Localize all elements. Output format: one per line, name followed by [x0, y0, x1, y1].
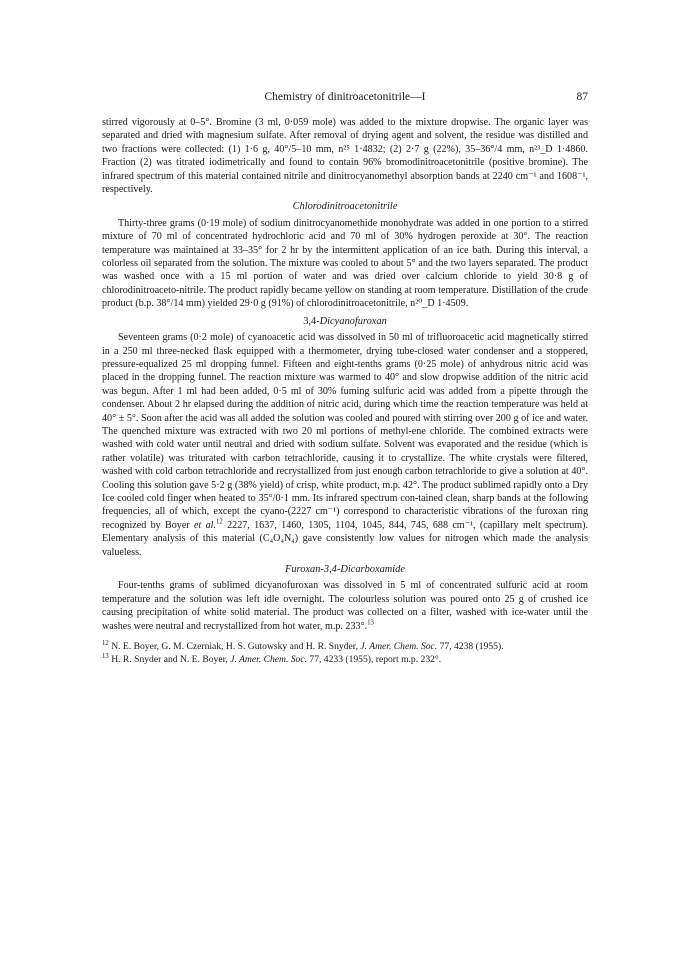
paragraph-text: Four-tenths grams of sublimed dicyanofuroxan was dissolved in 5 ml of concentrated sulfuric acid at room temperature and the solution was left idle overnight. The colourless solution was poured onto 25 g of crushed ice causing precipitation of white solid material. The product was collected on a filter, washed with ice-water until the washes were neutral and recrystallized from hot water, m.p. 233°.: [102, 580, 588, 632]
footnote-journal: J. Amer. Chem. Soc.: [230, 653, 308, 665]
paragraph-text-b: 2227, 1637, 1460, 1305, 1104, 1045, 844, 745, 688 cm⁻¹, (capillary melt spectrum). Elementary analysis of this material (C₄O₄N₄) gave consistently low values for nitrogen which made the analysis valueless.: [102, 519, 588, 558]
paragraph-dicyanofuroxan: [102, 331, 588, 559]
heading-text: Dicyanofuroxan: [319, 315, 387, 327]
reference-12: 12: [215, 518, 223, 526]
running-head: [102, 91, 588, 107]
footnote-citation: 77, 4233 (1955), report m.p. 232°.: [307, 653, 442, 665]
footnote-12: [102, 641, 588, 654]
et-al: et al.: [194, 519, 216, 531]
paragraph-text-a: Seventeen grams (0·2 mole) of cyanoacetic acid was dissolved in 50 ml of trifluoroacetic acid magnetically stirred in a 250 ml three-necked flask equipped with a thermometer, drying tube-closed water condenser and a stoppered, pressure-equalized 25 ml dropping funnel. Fifteen and eight-tenths grams (0·25 mole) of anhydrous nitric acid was placed in the dropping funnel. The reaction mixture was warmed to 40° and slow dropwise addition of the nitric acid was begun. After 1 ml had been added, 0·5 ml of 30% fuming sulfuric acid was added from a pipette through the condenser. About 2 hr elapsed during the addition of nitric acid, during which time the reaction temperature was held at 40° ± 5°. Soon after the acid was all added the solution was cooled and poured with stirring over 200 g of ice and water. The quenched mixture was extracted with two 20 ml portions of methyl-ene chloride. The combined extracts were washed with cold water until neutral and dried with sodium sulfate. Solvent was evaporated and the residue (which is rather volatile) was triturated with carbon tetrachloride, causing it to crystallize. The white crystals were filtered, washed with cold carbon tetrachloride and recrystallized from just enough carbon tetrachloride to give a solution at 40°. Cooling this solution gave 5·2 g (38% yield) of crisp, white product, m.p. 42°. The product sublimed rapidly onto a Dry Ice cooled cold finger when heated to 35°/0·1 mm. Its infrared spectrum con-tained clean, sharp bands at the following frequencies, all of which, except the cyano-(2227 cm⁻¹) correspond to characteristic vibrations of the furoxan ring recognized by Boyer: [102, 332, 588, 531]
footnote-journal: J. Amer. Chem. Soc.: [360, 641, 438, 653]
footnotes: [102, 641, 588, 667]
footnote-authors: N. E. Boyer, G. M. Czerniak, H. S. Gutowsky and H. R. Snyder,: [108, 641, 361, 653]
section-heading-chlorodinitroacetonitrile: Chlorodinitroacetonitrile: [292, 201, 398, 213]
paragraph-furoxan-dicarboxamide: [102, 579, 588, 633]
footnote-13: [102, 654, 588, 667]
section-heading-dicyanofuroxan: [102, 315, 588, 328]
paragraph-chlorodinitroacetonitrile: Thirty-three grams (0·19 mole) of sodium dinitrocyanomethide monohydrate was added in one portion to a stirred mixture of 70 ml of concentrated hydrochloric acid and 70 ml of 30% hydrogen peroxide at 30°. The reaction temperature was maintained at 33–35° for 2 hr by the intermittent application of an ice bath. During this interval, a colorless oil separated from the solution. The mixture was cooled to about 5° and the two layers separated. The product was washed once with a 15 ml portion of water and was dried over calcium chloride to yield 30·8 g of chlorodinitroaceto-nitrile. The product rapidly became yellow on standing at room temperature. Distillation of the crude product (b.p. 38°/14 mm) yielded 29·0 g (91%) of chlorodinitroacetonitrile, n²⁰_D 1·4509.: [102, 217, 588, 310]
running-title: Chemistry of dinitroacetonitrile—I: [264, 91, 426, 103]
heading-prefix: 3,4-: [303, 315, 320, 327]
footnote-authors: H. R. Snyder and N. E. Boyer,: [108, 653, 231, 665]
footnote-number: 12: [102, 639, 109, 647]
reference-13: 13: [367, 619, 374, 627]
article-body: [102, 116, 588, 667]
intro-paragraph: stirred vigorously at 0–5°. Bromine (3 ml, 0·059 mole) was added to the mixture dropwise. The organic layer was separated and dried with magnesium sulfate. After removal of drying agent and solvent, the residue was distilled and two fractions were collected: (1) 1·6 g, 40°/5–10 mm, n²⁵ 1·4832; (2) 2·7 g (22%), 35–36°/4 mm, n²³_D 1·4860. Fraction (2) was titrated iodimetrically and found to contain 96% bromodinitroacetonitrile (positive bromine). The infrared spectrum of this material contained nitrile and dinitrocyanomethyl absorption bands at 2240 cm⁻¹ and 1608⁻¹, respectively.: [102, 117, 588, 196]
footnote-citation: 77, 4238 (1955).: [437, 641, 504, 653]
section-heading-furoxan-dicarboxamide: Furoxan-3,4-Dicarboxamide: [285, 564, 405, 575]
page-number: 87: [576, 91, 588, 103]
footnote-number: 13: [102, 652, 109, 660]
